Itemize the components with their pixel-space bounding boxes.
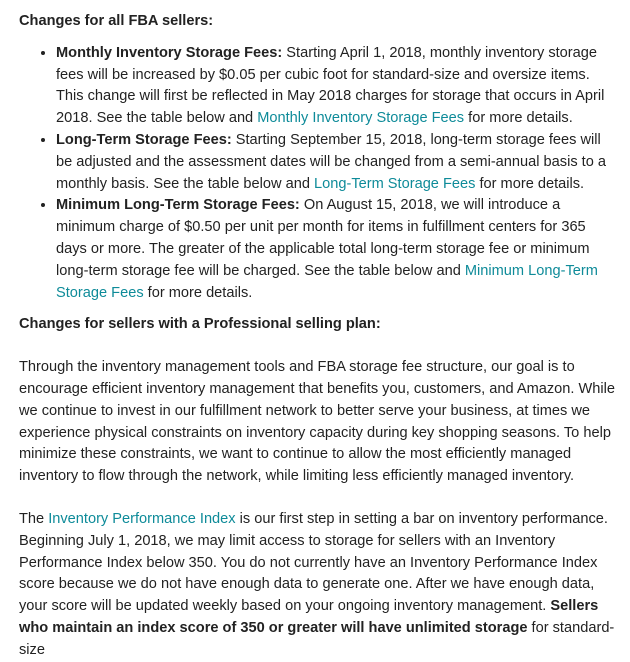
list-item-minimum-long-term-storage-fees xyxy=(56,195,620,304)
section-heading-professional-plan: Changes for sellers with a Professional selling plan: xyxy=(19,316,381,333)
link-monthly-inventory-storage-fees[interactable]: Monthly Inventory Storage Fees xyxy=(257,110,465,127)
paragraph-inventory-management: Through the inventory management tools and FBA storage fee structure, our goal is to encourage efficient inventory management that benefits you, customers, and Amazon. While we continue to invest in our fulfillment network to better serve your business, at times we experience physical constraints on inventory capacity during key shopping seasons. To help minimize these constraints, we want to continue to allow the most efficiently managed inventory to flow through the network, while limiting less efficiently managed inventory. xyxy=(19,359,615,485)
fee-changes-list xyxy=(19,43,620,305)
paragraph-tail: for standard-size xyxy=(19,619,615,658)
list-item-long-term-storage-fees xyxy=(56,130,620,195)
item-text: Starting April 1, 2018, monthly inventory storage fees will be increased by $0.05 per cubic foot for standard-size and oversize items. This change will first be reflected in May 2018 charges for storage that occurs in April 2018. See the table below and xyxy=(56,44,605,127)
section-heading-fba-sellers: Changes for all FBA sellers: xyxy=(19,13,214,29)
professional-plan-section xyxy=(19,314,620,661)
term-monthly-storage-fees: Monthly Inventory Storage Fees: xyxy=(56,44,283,61)
term-long-term-storage-fees: Long-Term Storage Fees: xyxy=(56,131,232,148)
item-text-after: for more details. xyxy=(475,175,585,192)
list-item-monthly-storage-fees xyxy=(56,43,620,130)
item-text: On August 15, 2018, we will introduce a minimum charge of $0.50 per unit per month for items in fulfillment centers for 365 days or more. The greater of the applicable total long-term storage fee or minimum long-term storage fee will be charged. See the table below and xyxy=(56,197,590,279)
paragraph-text: is our first step in setting a bar on inventory performance. Beginning July 1, 2018, we may limit access to storage for sellers with an Inventory Performance Index below 350. You do not currently have an Inventory Performance Index score because we do not have enough data to generate one. After we have enough data, your score will be updated weekly based on your ongoing inventory management. xyxy=(19,510,608,615)
item-text-after: for more details. xyxy=(464,110,573,127)
link-inventory-performance-index[interactable]: Inventory Performance Index xyxy=(48,510,236,527)
item-text-after: for more details. xyxy=(143,284,253,301)
link-long-term-storage-fees[interactable]: Long-Term Storage Fees xyxy=(314,175,476,192)
paragraph-lead: The xyxy=(19,510,49,527)
paragraph-inventory-performance-index xyxy=(19,509,620,662)
link-minimum-long-term-storage-fees[interactable]: Minimum Long-Term Storage Fees xyxy=(56,262,598,301)
term-minimum-long-term-storage-fees: Minimum Long-Term Storage Fees: xyxy=(56,197,300,214)
item-text: Starting September 15, 2018, long-term storage fees will be adjusted and the assessment dates will be changed from a semi-annual basis to a monthly basis. See the table below and xyxy=(56,131,607,192)
paragraph-bold-statement: Sellers who maintain an index score of 350 or greater will have unlimited storage xyxy=(19,598,599,636)
